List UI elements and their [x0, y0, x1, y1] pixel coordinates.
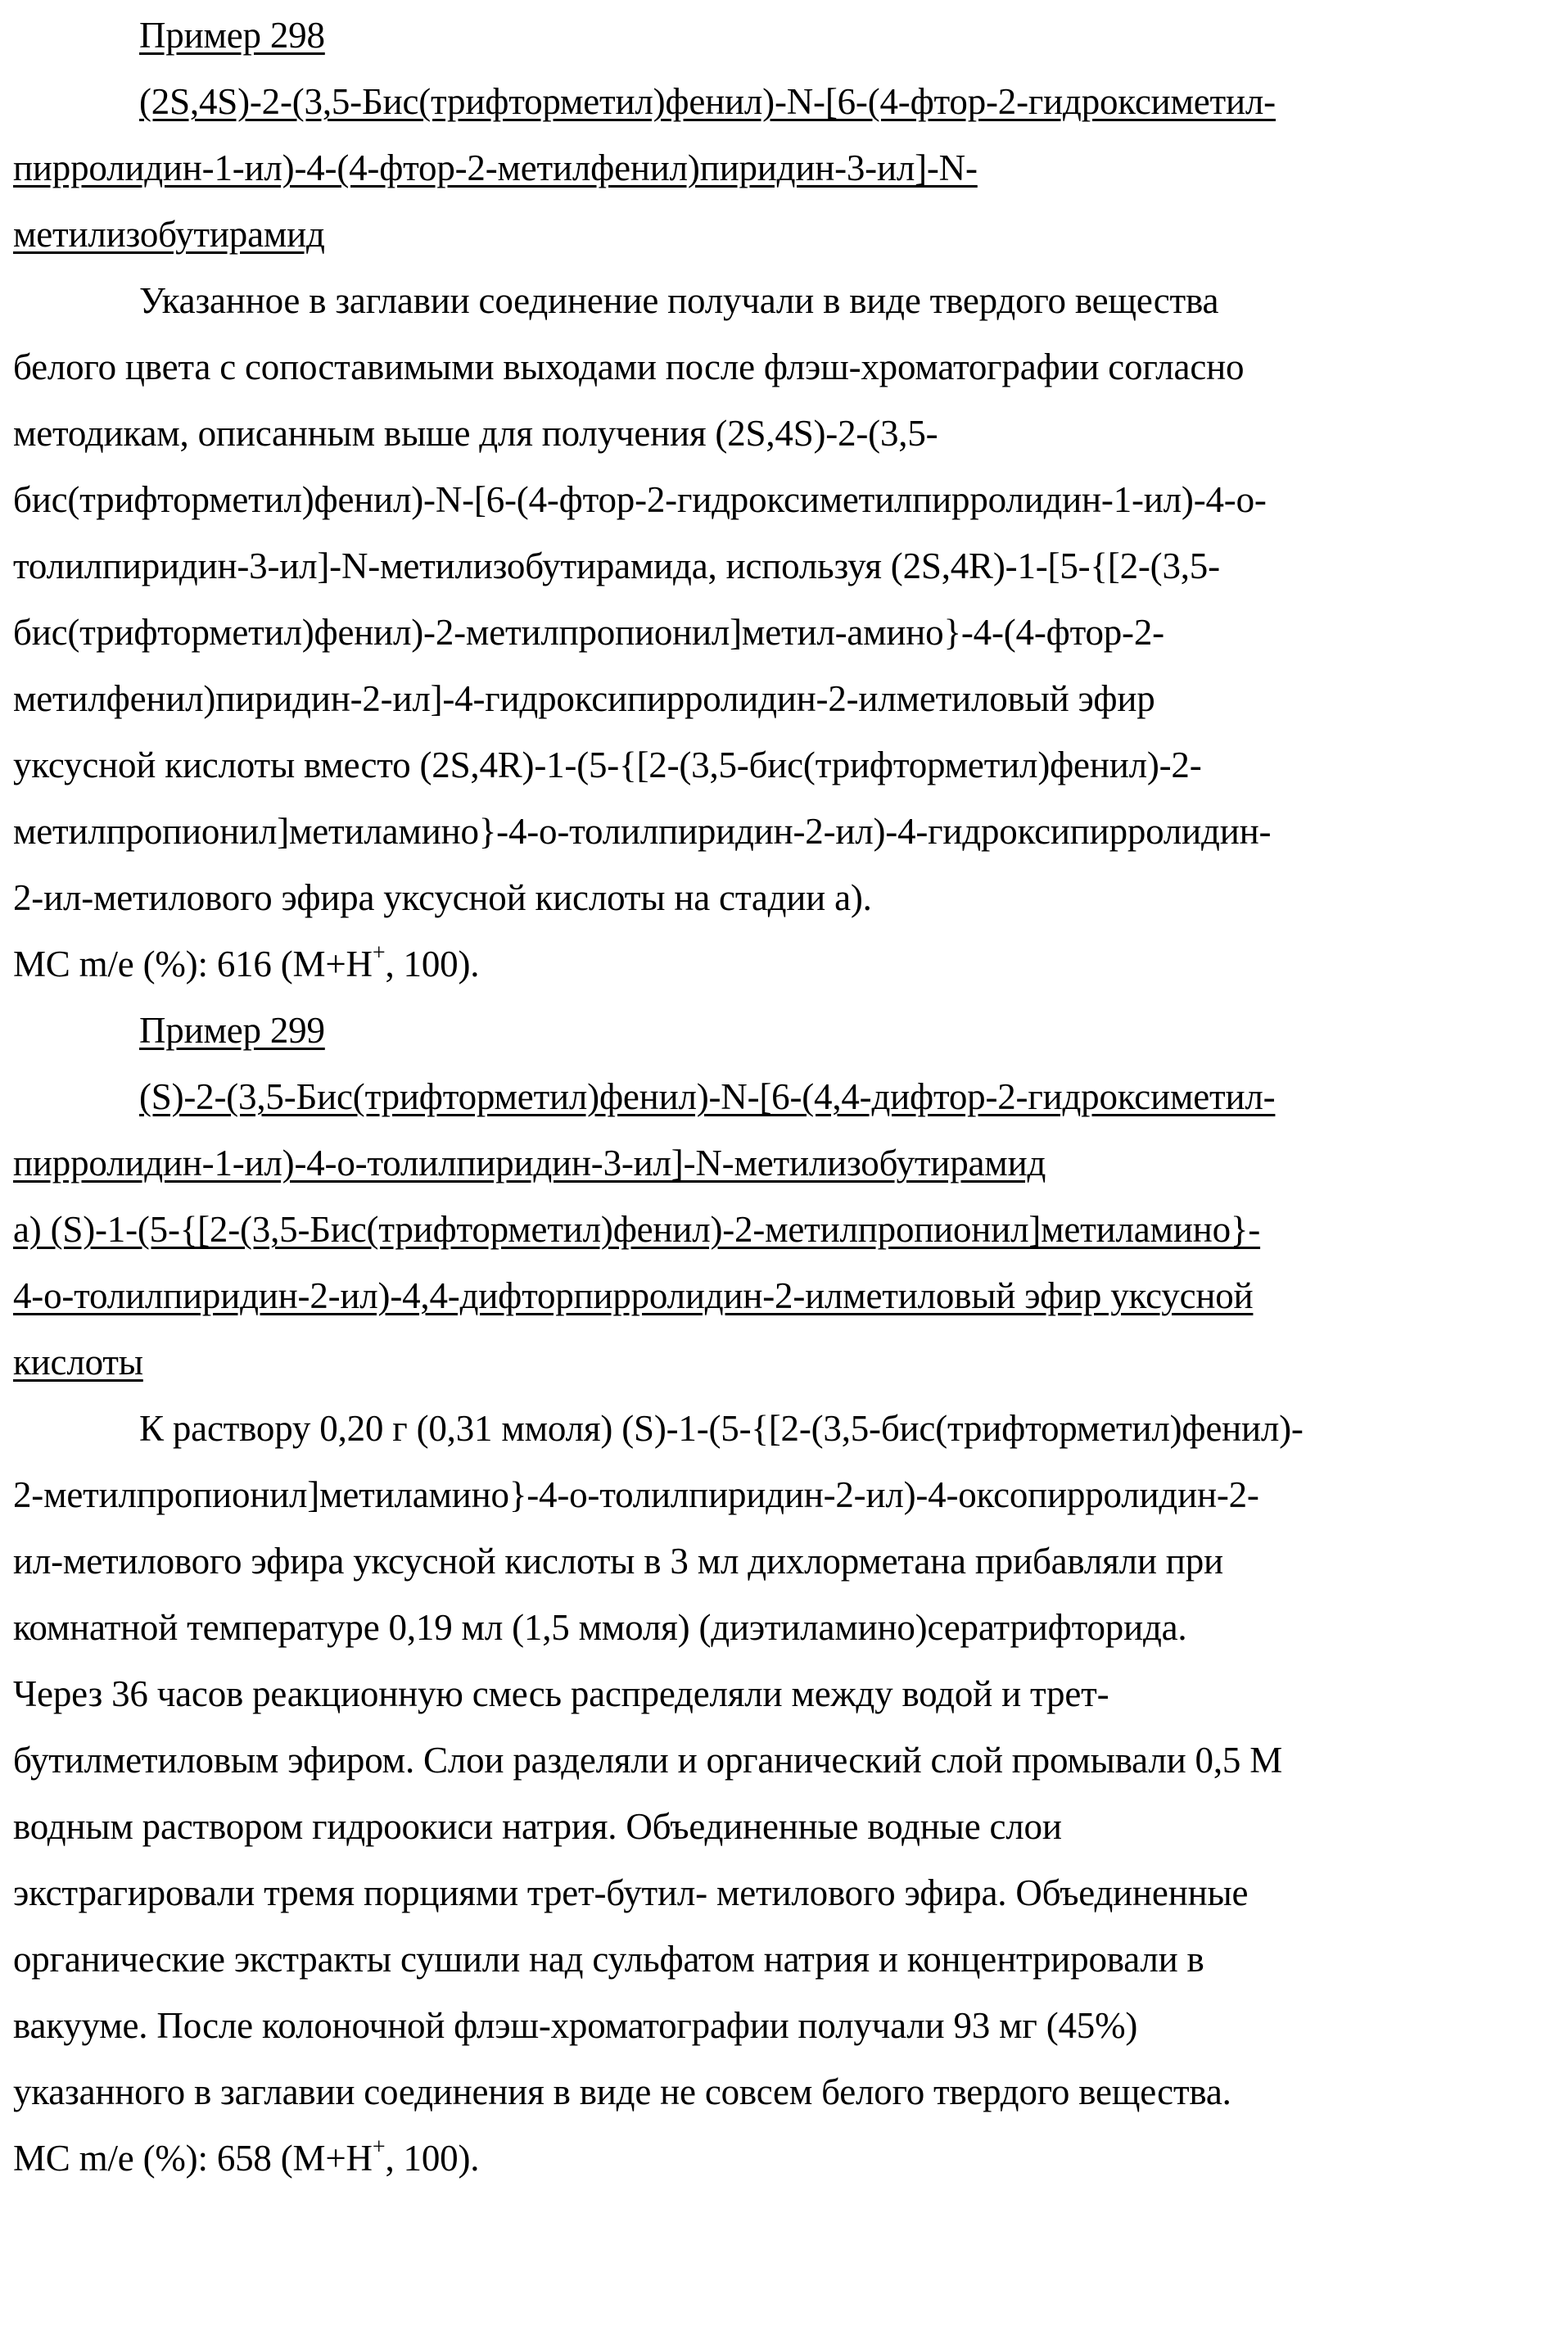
ms-prefix: МС m/e (%): 658 (M+H: [13, 2138, 373, 2179]
example-299-body-line-9: органические экстракты сушили над сульфатом натрия и концентрировали в: [13, 1939, 1204, 1980]
example-299-title-line-1: (S)-2-(3,5-Бис(трифторметил)фенил)-N-[6-(4,4-дифтор-2-гидроксиметил-: [139, 1076, 1276, 1117]
example-298-body-line-2: белого цвета с сопоставимыми выходами после флэш-хроматографии согласно: [13, 346, 1245, 387]
example-298-heading: Пример 298: [139, 15, 325, 56]
example-298-body-line-4: бис(трифторметил)фенил)-N-[6-(4-фтор-2-гидроксиметилпирролидин-1-ил)-4-о-: [13, 479, 1267, 520]
example-298-body-line-9: метилпропионил]метиламино}-4-о-толилпиридин-2-ил)-4-гидроксипирролидин-: [13, 811, 1272, 852]
example-299-step-a-title-line-1: а) (S)-1-(5-{[2-(3,5-Бис(трифторметил)фенил)-2-метилпропионил]метиламино}-: [13, 1209, 1261, 1250]
example-299-body-line-1: К раствору 0,20 г (0,31 ммоля) (S)-1-(5-{[2-(3,5-бис(трифторметил)фенил)-: [139, 1408, 1304, 1449]
example-299-body-line-3: ил-метилового эфира уксусной кислоты в 3 мл дихлорметана прибавляли при: [13, 1541, 1223, 1582]
example-298-ms-result: [13, 940, 480, 985]
example-298-title-line-2: пирролидин-1-ил)-4-(4-фтор-2-метилфенил)пиридин-3-ил]-N-: [13, 147, 978, 188]
example-299-body-line-6: бутилметиловым эфиром. Слои разделяли и органический слой промывали 0,5 М: [13, 1740, 1283, 1781]
example-298-body-line-1: Указанное в заглавии соединение получали в виде твердого вещества: [139, 280, 1219, 321]
example-298-body-line-7: метилфенил)пиридин-2-ил]-4-гидроксипирролидин-2-илметиловый эфир: [13, 678, 1155, 719]
example-299-body-line-2: 2-метилпропионил]метиламино}-4-о-толилпиридин-2-ил)-4-оксопирролидин-2-: [13, 1474, 1259, 1515]
example-299-body-line-5: Через 36 часов реакционную смесь распределяли между водой и трет-: [13, 1673, 1109, 1714]
example-298-title-line-1: (2S,4S)-2-(3,5-Бис(трифторметил)фенил)-N-[6-(4-фтор-2-гидроксиметил-: [139, 81, 1276, 122]
example-299-heading: Пример 299: [139, 1010, 325, 1051]
ms-suffix: , 100).: [385, 944, 480, 984]
example-299-body-line-8: экстрагировали тремя порциями трет-бутил- метилового эфира. Объединенные: [13, 1872, 1249, 1913]
example-298-body-line-10: 2-ил-метилового эфира уксусной кислоты на стадии а).: [13, 877, 872, 918]
example-298-body-line-8: уксусной кислоты вместо (2S,4R)-1-(5-{[2-(3,5-бис(трифторметил)фенил)-2-: [13, 745, 1202, 785]
example-299-body-line-7: водным раствором гидроокиси натрия. Объединенные водные слои: [13, 1806, 1062, 1847]
ms-suffix: , 100).: [385, 2138, 480, 2179]
example-299-title-line-2: пирролидин-1-ил)-4-о-толилпиридин-3-ил]-N-метилизобутирамид: [13, 1143, 1046, 1184]
ms-charge: +: [372, 2134, 386, 2160]
example-298-title-line-3: метилизобутирамид: [13, 214, 325, 255]
example-299-ms-result: [13, 2134, 480, 2179]
ms-charge: +: [372, 940, 386, 966]
example-298-body-line-3: методикам, описанным выше для получения (2S,4S)-2-(3,5-: [13, 413, 938, 454]
example-299-step-a-title-line-3: кислоты: [13, 1342, 143, 1383]
example-299-step-a-title-line-2: 4-о-толилпиридин-2-ил)-4,4-дифторпирролидин-2-илметиловый эфир уксусной: [13, 1275, 1254, 1316]
example-299-body-line-11: указанного в заглавии соединения в виде не совсем белого твердого вещества.: [13, 2071, 1231, 2112]
example-298-body-line-6: бис(трифторметил)фенил)-2-метилпропионил]метил-амино}-4-(4-фтор-2-: [13, 612, 1164, 653]
ms-prefix: МС m/e (%): 616 (M+H: [13, 944, 373, 984]
example-299-body-line-10: вакууме. После колоночной флэш-хроматографии получали 93 мг (45%): [13, 2005, 1138, 2046]
example-298-body-line-5: толилпиридин-3-ил]-N-метилизобутирамида, используя (2S,4R)-1-[5-{[2-(3,5-: [13, 545, 1220, 586]
example-299-body-line-4: комнатной температуре 0,19 мл (1,5 ммоля) (диэтиламино)сератрифторида.: [13, 1607, 1187, 1648]
